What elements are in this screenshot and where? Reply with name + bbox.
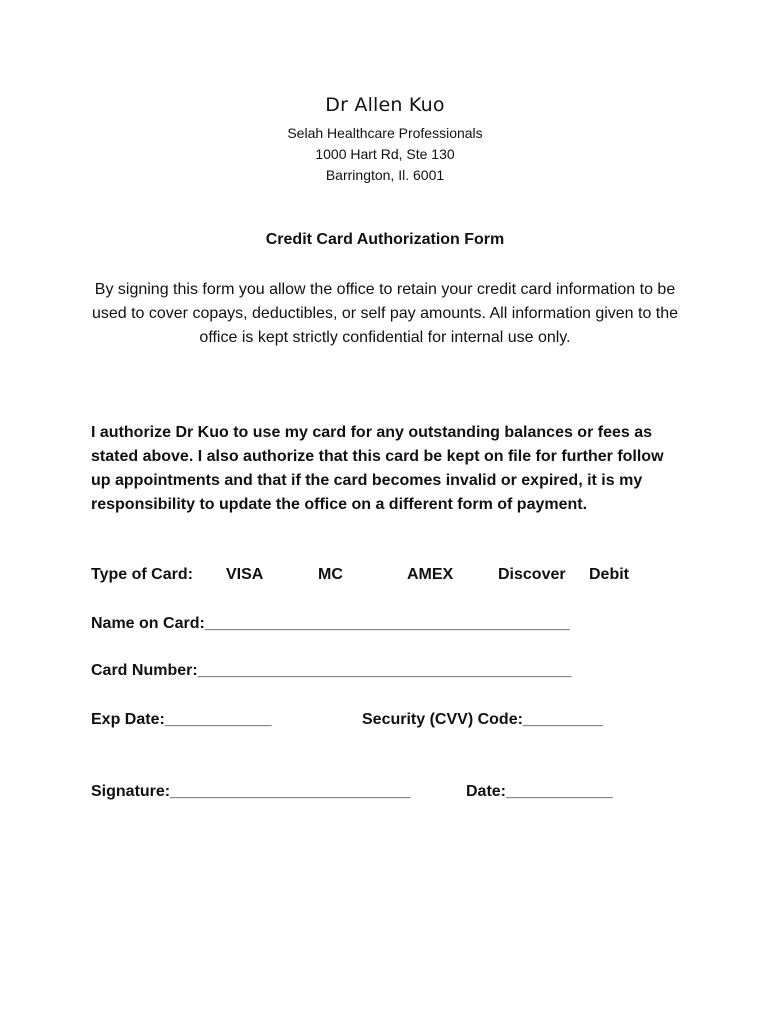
card-type-discover[interactable]: Discover [498, 566, 566, 583]
address-line-2: Barrington, Il. 6001 [325, 167, 445, 183]
intro-paragraph: By signing this form you allow the office to retain your credit card information to be used to cover copays, deductibles, or self pay amounts. All information given to the office is kept strictly confidential for internal use only. [91, 281, 679, 346]
card-type-debit[interactable]: Debit [589, 566, 629, 583]
exp-date-field[interactable]: Exp Date:____________ [91, 711, 272, 728]
card-type-visa[interactable]: VISA [226, 566, 264, 583]
card-type-mc[interactable]: MC [318, 566, 343, 583]
date-field[interactable]: Date:____________ [466, 783, 613, 800]
practice-name: Selah Healthcare Professionals [287, 125, 483, 141]
authorization-paragraph: I authorize Dr Kuo to use my card for any outstanding balances or fees as stated above. I also authorize that this card be kept on file for further follow up appointments and that if the card becomes invalid or expired, it is my responsibility to update the office on a different form of payment. [91, 424, 664, 513]
address-line-1: 1000 Hart Rd, Ste 130 [315, 146, 455, 162]
card-type-label: Type of Card: [91, 566, 193, 583]
card-type-amex[interactable]: AMEX [407, 566, 454, 583]
security-code-field[interactable]: Security (CVV) Code:_________ [362, 711, 603, 728]
form-title: Credit Card Authorization Form [265, 231, 505, 248]
signature-field[interactable]: Signature:___________________________ [91, 783, 411, 800]
doctor-name: Dr Allen Kuo [325, 94, 445, 116]
name-on-card-field[interactable]: Name on Card:_________________________________________ [91, 615, 570, 632]
card-number-field[interactable]: Card Number:__________________________________________ [91, 662, 572, 679]
